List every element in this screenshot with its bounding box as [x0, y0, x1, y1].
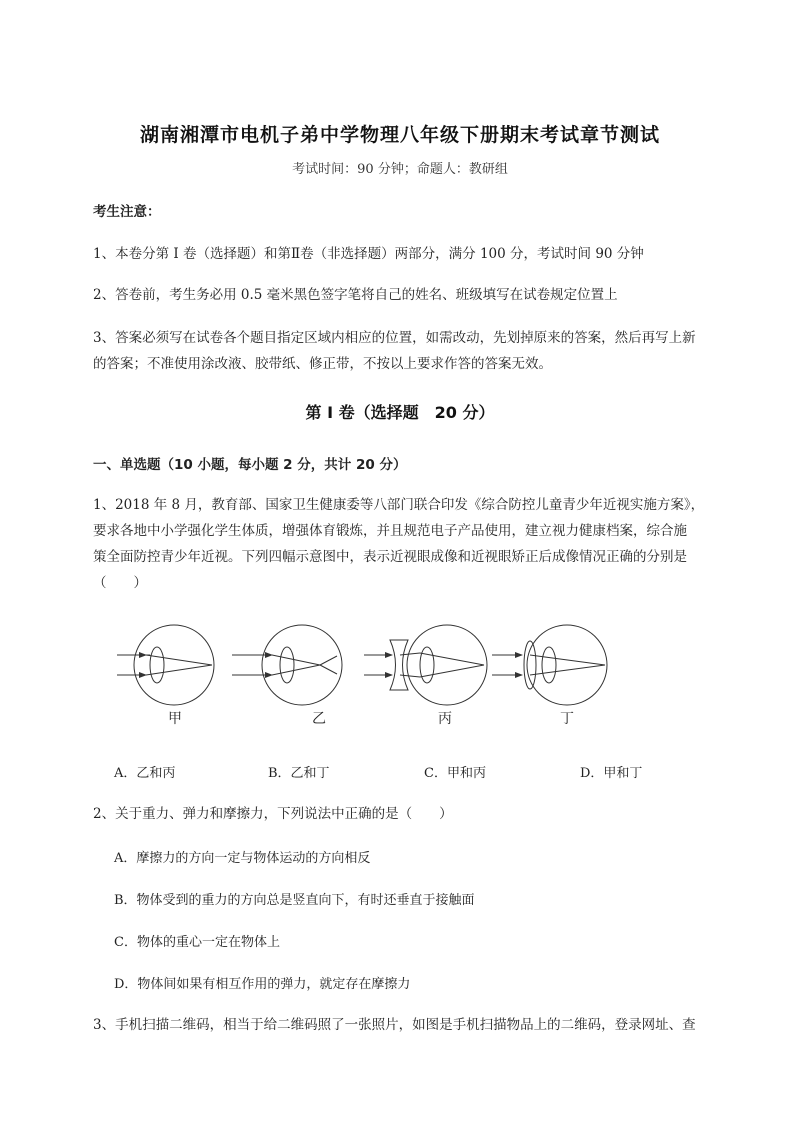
q2-option-b[interactable]: B．物体受到的重力的方向总是竖直向下，有时还垂直于接触面: [114, 893, 475, 908]
notice-item-3: 3、答案必须写在试卷各个题目指定区域内相应的位置，如需改动，先划掉原来的答案，然后再写上新: [93, 330, 696, 346]
caption-jia: 甲: [168, 711, 182, 727]
q1-line-2: 要求各地中小学强化学生体质，增强体育锻炼，并且规范电子产品使用，建立视力健康档案，综合施: [93, 523, 687, 539]
exam-subtitle: 考试时间：90 分钟；命题人：教研组: [292, 162, 508, 177]
q1-option-a[interactable]: A．乙和丙: [114, 766, 176, 781]
exam-title: 湖南湘潭市电机子弟中学物理八年级下册期末考试章节测试: [139, 124, 660, 146]
q1-line-4: （ ）: [93, 575, 147, 591]
q1-option-d[interactable]: D．甲和丁: [580, 766, 643, 781]
notice-item-1: 1、本卷分第 I 卷（选择题）和第Ⅱ卷（非选择题）两部分，满分 100 分，考试时间 90 分钟: [93, 246, 644, 262]
q2-option-c[interactable]: C．物体的重心一定在物体上: [114, 935, 280, 950]
q1-line-3: 策全面防控青少年近视。下列四幅示意图中，表示近视眼成像和近视眼矫正后成像情况正确的分别是: [93, 549, 687, 565]
eye-diagram-ding: [492, 625, 607, 705]
q1-option-c[interactable]: C．甲和丙: [424, 766, 486, 781]
notice-item-3-cont: 的答案；不准使用涂改液、胶带纸、修正带，不按以上要求作答的答案无效。: [93, 356, 552, 372]
q2-option-a[interactable]: A．摩擦力的方向一定与物体运动的方向相反: [114, 851, 371, 866]
q1-line-1: 1、2018 年 8 月，教育部、国家卫生健康委等八部门联合印发《综合防控儿童青少年近视实施方案》，: [93, 497, 705, 513]
caption-ding: 丁: [560, 711, 574, 727]
notice-item-2: 2、答卷前，考生务必用 0.5 毫米黑色签字笔将自己的姓名、班级填写在试卷规定位置上: [93, 287, 618, 303]
caption-bing: 丙: [438, 711, 452, 727]
eye-diagram-yi: [232, 625, 342, 705]
q2-option-d[interactable]: D．物体间如果有相互作用的弹力，就定存在摩擦力: [114, 977, 411, 992]
caption-yi: 乙: [312, 711, 326, 727]
eye-diagrams: [112, 622, 632, 712]
q2-stem: 2、关于重力、弹力和摩擦力，下列说法中正确的是（ ）: [93, 806, 453, 822]
q1-option-b[interactable]: B．乙和丁: [268, 766, 330, 781]
eye-diagram-bing: [364, 625, 487, 705]
eye-diagram-jia: [117, 625, 214, 705]
q3-stem: 3、手机扫描二维码，相当于给二维码照了一张照片，如图是手机扫描物品上的二维码，登录网址、查: [93, 1017, 696, 1033]
section-title: 第 I 卷（选择题 20 分）: [305, 403, 495, 422]
notice-heading: 考生注意：: [93, 204, 161, 220]
part-heading: 一、单选题（10 小题，每小题 2 分，共计 20 分）: [93, 457, 407, 473]
